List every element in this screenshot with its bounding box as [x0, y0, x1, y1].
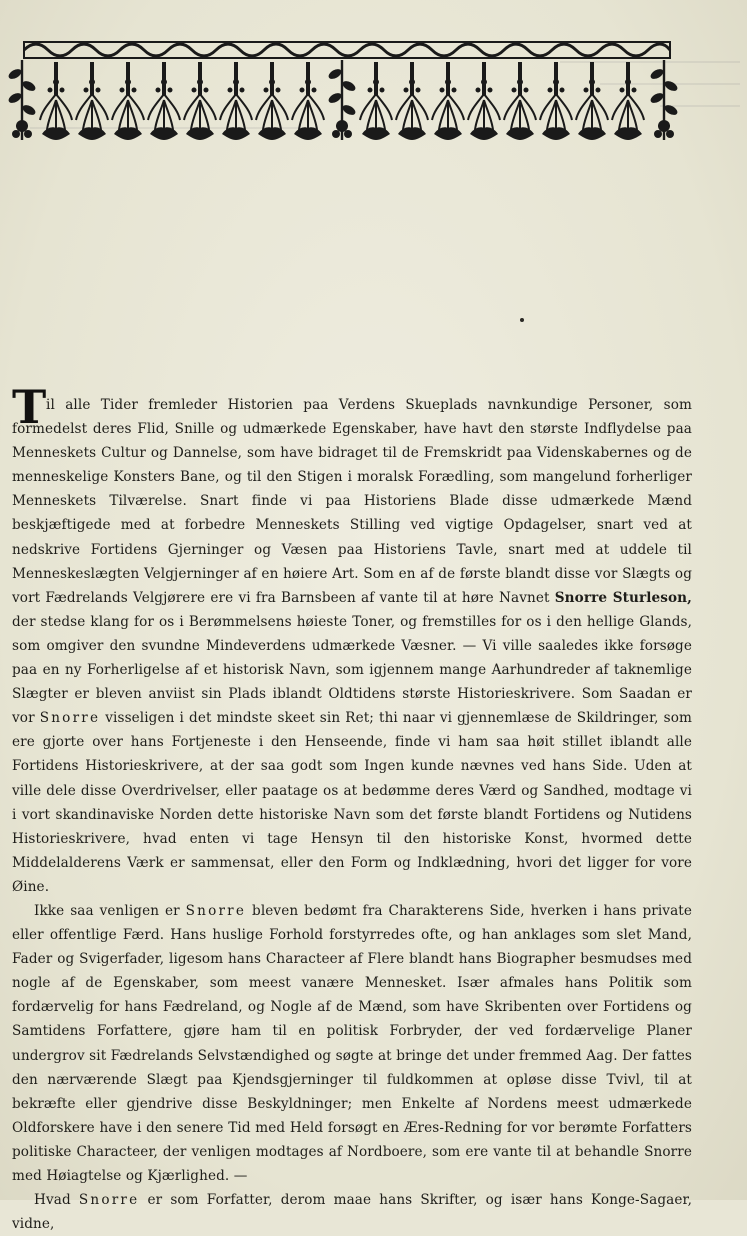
person-name-spaced: Snorre	[78, 1192, 140, 1209]
floral-border-ornament	[10, 40, 680, 152]
paragraph-text: il alle Tider fremleder Historien paa Verdens Skueplads navnkundige Personer, som formedelst deres Flid, Snille og udmærkede Egenskaber, have havt den største Indflydelse paa Menneskets Cultur og Dannelse, som have bidraget til de Fremskridt paa Videnskabernes og de menneskelige Konsters Bane, og til den Stigen i moralsk Forædling, som mangelund forherliger Menneskets Tilværelse. Snart finde vi paa Historiens Blade disse udmærkede Mænd beskjæftigede med at forbedre Menneskets Stilling ved vigtige Opdagelser, snart ved at nedskrive Fortidens Gjerninger og Væsen paa Historiens Tavle, snart med at uddele til Menneskeslægten Velgjerninger af en høiere Art. Som en af de første blandt disse vor Slægts og vort Fædrelands Velgjørere ere vi fra Barnsbeen af vante til at høre Navnet	[12, 397, 692, 606]
person-name-spaced: Snorre	[185, 902, 247, 919]
paragraph	[12, 899, 692, 1188]
paragraph-text: der stedse klang for os i Berømmelsens høieste Toner, og fremstilles for os i den hellige Glands, som omgiver den svundne Mindeverdens udmærkede Væsner. — Vi ville saaledes ikke forsøge paa en ny Forherligelse af et historisk Navn, som igjennem mange Aarhundreder af taknemlige Slægter er bleven anviist sin Plads iblandt Oldtidens største Historieskrivere. Som Saadan er vor	[12, 613, 692, 727]
body-text	[12, 393, 692, 1236]
person-name-spaced: Snorre	[39, 710, 101, 727]
person-name-bold: Snorre Sturleson,	[554, 589, 692, 606]
paragraph-text: visseligen i det mindste skeet sin Ret; thi naar vi gjennemlæse de Skildringer, som ere gjorte over hans Fortjeneste i den Henseende, finde vi ham saa høit stillet iblandt alle Fortidens Historieskrivere, at der saa godt som Ingen kunde nævnes ved hans Side. Uden at ville dele disse Overdrivelser, eller paatage os at bedømme deres Værd og Sandhed, modtage vi i vort skandinaviske Norden dette historiske Navn som det første blandt Fortidens og Nutidens Historieskrivere, hvad enten vi tage Hensyn til den historiske Konst, hvormed dette Middelalderens Værk er sammensat, eller den Form og Indklædning, hvori det ligger for vore Øine.	[12, 710, 692, 895]
paragraph-text: bleven bedømt fra Charakterens Side, hverken i hans private eller offentlige Færd. Hans huslige Forhold forstyrredes ofte, og han anklages som slet Mand, Fader og Svigerfader, ligesom hans Characteer af Flere blandt hans Biographer besmudses med nogle af de Egenskaber, som meest vanære Mennesket. Især afmales hans Politik som fordærvelig for hans Fædreland, og Nogle af de Mænd, som have Skribenten over Fortidens og Samtidens Forfattere, gjøre ham til en politisk Forbryder, der ved fordærvelige Planer undergrov sit Fædrelands Selvstændighed og søgte at bringe det under fremmed Aag. Der fattes den nærværende Slægt paa Kjendsgjerninger til fuldkommen at opløse disse Tvivl, til at bekræfte eller gjendrive disse Beskyldninger; men Enkelte af Nordens meest udmærkede Oldforskere have i den senere Tid med Held forsøgt en Æres-Redning for vor berømte Forfatters politiske Characteer, der venligen modtages af Nordboere, som ere vante til at behandle Snorre med Høiagtelse og Kjærlighed. —	[12, 902, 692, 1184]
paragraph	[12, 1188, 692, 1236]
drop-cap-initial: T	[12, 380, 47, 434]
paragraph-text: er som Forfatter, derom maae hans Skrifter, og især hans Konge-Sagaer, vidne,	[12, 1192, 692, 1233]
ink-speck	[520, 318, 524, 322]
paragraph-text: Ikke saa venligen er	[34, 902, 186, 919]
paragraph	[12, 393, 692, 899]
paragraph-text: Hvad	[34, 1192, 79, 1209]
